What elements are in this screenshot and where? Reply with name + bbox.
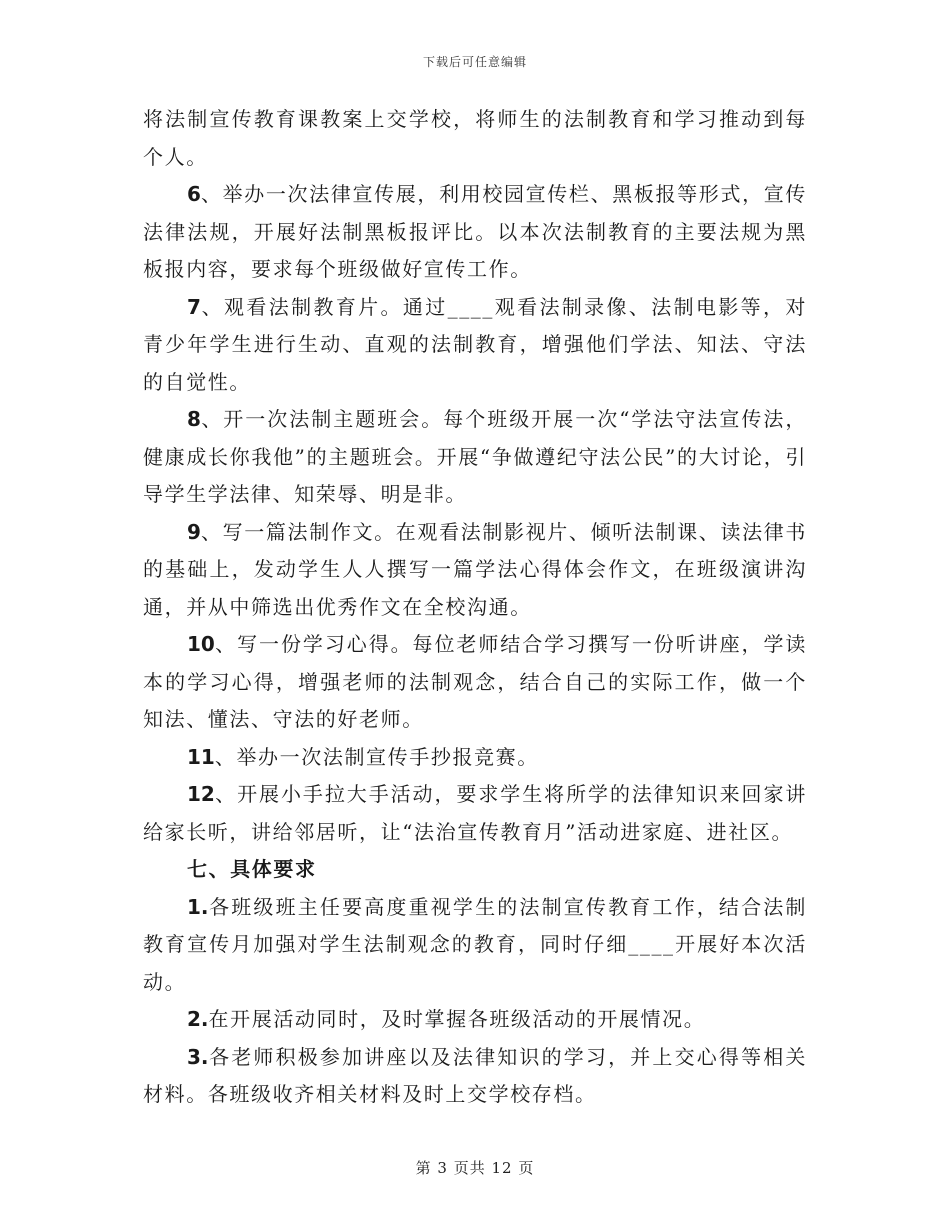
item-text: 、开一次法制主题班会。每个班级开展一次“学法守法宣传法，健康成长你我他”的主题班会。开展“争做遵纪守法公民”的大讨论，引导学生学法律、知荣辱、明是非。 xyxy=(143,407,807,506)
document-body xyxy=(143,101,807,1114)
item-number: 8 xyxy=(187,407,201,431)
requirement-text: 在开展活动同时，及时掌握各班级活动的开展情况。 xyxy=(208,1007,706,1031)
item-number: 11 xyxy=(187,744,215,769)
page-header: 下载后可任意编辑 xyxy=(422,55,527,69)
item-text: 、举办一次法制宣传手抄报竞赛。 xyxy=(214,744,539,769)
item-text: 、观看法制教育片。通过____观看法制录像、法制电影等，对青少年学生进行生动、直观的法制教育，增强他们学法、知法、守法的自觉性。 xyxy=(143,294,807,394)
item-number: 10 xyxy=(187,632,215,656)
list-item-7 xyxy=(143,289,807,402)
item-text: 、写一份学习心得。每位老师结合学习撰写一份听讲座，学读本的学习心得，增强老师的法制观念，结合自己的实际工作，做一个知法、懂法、守法的好老师。 xyxy=(143,632,807,731)
paragraph-text: 将法制宣传教育课教案上交学校，将师生的法制教育和学习推动到每个人。 xyxy=(143,107,807,169)
item-number: 6 xyxy=(187,182,201,206)
section-heading: 七、具体要求 xyxy=(187,857,317,881)
item-text: 、开展小手拉大手活动，要求学生将所学的法律知识来回家讲给家长听，讲给邻居听，让“法治宣传教育月”活动进家庭、进社区。 xyxy=(143,782,807,844)
list-item-6 xyxy=(143,176,807,289)
item-text: 、举办一次法律宣传展，利用校园宣传栏、黑板报等形式，宣传法律法规，开展好法制黑板报评比。以本次法制教育的主要法规为黑板报内容，要求每个班级做好宣传工作。 xyxy=(143,182,807,281)
page-footer: 第 3 页共 12 页 xyxy=(415,1159,535,1177)
requirement-text: 各老师积极参加讲座以及法律知识的学习，并上交心得等相关材料。各班级收齐相关材料及时上交学校存档。 xyxy=(143,1044,807,1106)
requirement-1 xyxy=(143,889,807,1002)
requirement-number: 2. xyxy=(187,1007,209,1031)
requirement-text: 各班级班主任要高度重视学生的法制宣传教育工作，结合法制教育宣传月加强对学生法制观念的教育，同时仔细____开展好本次活动。 xyxy=(143,894,807,994)
paragraph-continuation xyxy=(143,101,807,176)
item-number: 9 xyxy=(187,519,201,544)
requirement-3 xyxy=(143,1039,807,1114)
list-item-9 xyxy=(143,514,807,627)
requirement-2 xyxy=(143,1001,807,1039)
list-item-11 xyxy=(143,739,807,777)
item-text: 、写一篇法制作文。在观看法制影视片、倾听法制课、读法律书的基础上，发动学生人人撰写一篇学法心得体会作文，在班级演讲沟通，并从中筛选出优秀作文在全校沟通。 xyxy=(143,519,807,619)
requirement-number: 3. xyxy=(187,1044,209,1069)
item-number: 7 xyxy=(187,294,201,319)
item-number: 12 xyxy=(187,782,215,806)
list-item-10 xyxy=(143,626,807,739)
list-item-12 xyxy=(143,776,807,851)
requirement-number: 1. xyxy=(187,894,209,919)
list-item-8 xyxy=(143,401,807,514)
